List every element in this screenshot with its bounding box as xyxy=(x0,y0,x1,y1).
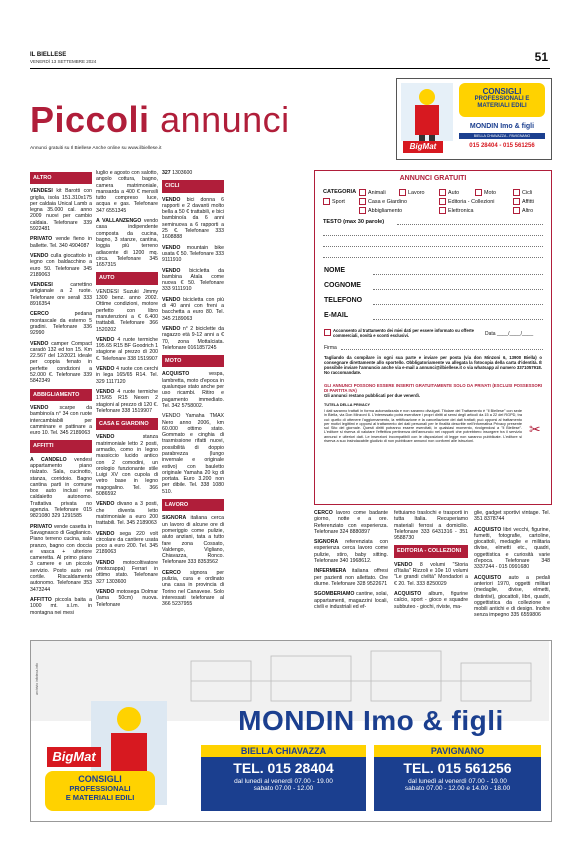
classified-ad: VENDO bicicletta con più di 40 anni con freni a bacchetta a euro 80. Tel. 345 2189063 xyxy=(162,296,224,322)
classified-columns xyxy=(30,170,288,616)
category-checkbox[interactable] xyxy=(359,189,366,196)
classified-ad: VENDO 4 ruote con cerchi in lega 165/65 R14. Tel. 329 1117120 xyxy=(96,366,158,385)
two-fridays-notice: Gli annunci restano pubblicati per due venerdì. xyxy=(324,393,420,398)
bigmat-logo: BigMat xyxy=(403,141,443,153)
category-checkbox[interactable] xyxy=(513,207,520,214)
classified-ad: ACQUISTO vespa, lambretta, moto d'epoca in qualunque stato anche per uso ricambi. Ritiro e pagamento immediato. Tel. 342 5758002. xyxy=(162,371,224,409)
classified-ad: VENDO bici donna 6 rapporti e 2 davanti molto bella a 50 € trattabili, e bici bambino/a da 6 anni seminuova a 6 rapporti a 25 €. Telefonare 333 1608888 xyxy=(162,196,224,241)
header-rule xyxy=(30,68,550,69)
classified-ad: SIGNORA referenziata con esperienza cerca lavoro come pulizie, stiro, baby sitting. Telefonare 340 1968612. xyxy=(314,539,388,565)
category-option[interactable] xyxy=(439,198,494,205)
classified-ad: INFERMIERA italiana offresi per pazienti non allettato. Ore diurne. Telefonare 328 9522671 xyxy=(314,568,388,587)
category-checkbox[interactable] xyxy=(399,189,406,196)
top-advertisement xyxy=(396,78,552,160)
classified-ad: AFFITTO piccola baita a 1000 mt. s.l.m. in montagna nei mesi xyxy=(30,596,92,616)
cities: BIELLA CHIAVAZZA - PAVIGNANO xyxy=(459,133,545,139)
category-option[interactable] xyxy=(513,207,533,214)
section-lavoro: LAVORO xyxy=(162,499,224,511)
classified-ad: CERCO lavoro come badante giorno, notte e a ore. Referenziato con esperienza. Telefonare 324 8880897 xyxy=(314,510,388,535)
consent-checkbox[interactable] xyxy=(324,329,331,336)
bottom-advertisement xyxy=(30,640,552,822)
category-option[interactable] xyxy=(475,189,496,196)
issue-date: VENERDÌ 13 SETTEMBRE 2024 xyxy=(30,59,97,64)
classified-ad: CERCO pedana montascale da esterno 5 gradini. Telefonare 336 92990 xyxy=(30,311,92,337)
surname-input[interactable] xyxy=(373,289,543,290)
classified-ad: VENDO n° 2 biciclette da ragazzo età 9-12 anni a € 70, zona Mottalciata. Telefonare 0161857245 xyxy=(162,325,224,351)
category-checkbox[interactable] xyxy=(439,207,446,214)
classified-ad: 327 1303600 xyxy=(162,170,193,176)
category-checkbox[interactable] xyxy=(323,198,330,205)
phone-input[interactable] xyxy=(373,304,543,305)
category-checkbox[interactable] xyxy=(513,189,520,196)
private-only-notice: GLI ANNUNCI POSSONO ESSERE INSERITI GRATUITAMENTE SOLO DA PRIVATI (ESCLUSI POSSESSORI DI PARTITA IVA) xyxy=(324,383,542,393)
mondin-title: MONDIN Imo & figli xyxy=(238,705,504,736)
section-casa: CASA E GIARDINO xyxy=(96,418,158,430)
signature-label: Firma xyxy=(324,345,337,351)
category-checkbox[interactable] xyxy=(513,198,520,205)
free-ads-form xyxy=(314,170,552,505)
text-label: TESTO (max 30 parole) xyxy=(323,219,385,225)
bigmat-logo-large: BigMat xyxy=(47,747,101,767)
classified-ad: ACQUISTO auto a pedali anteriori 1970, oggetti militari (medaglie, divise, elmetti, distintivi), giocattoli, libri, quadri, oggettistica da collezione e mobili antichi e di design. Inoltre senza impegno 335 6559806 xyxy=(474,574,550,619)
classified-ad: CERCO signora per pulizia, cura e ordinato una casa in provincia di Torino nel Canavese. Solo interessati telefonare al 366 5237955 xyxy=(162,569,224,608)
section-abbigliamento: ABBIGLIAMENTO xyxy=(30,389,92,401)
category-option[interactable] xyxy=(359,198,407,205)
category-label: Auto xyxy=(448,189,460,196)
category-checkbox[interactable] xyxy=(439,198,446,205)
privacy-title: TUTELA DELLA PRIVACY xyxy=(324,403,371,407)
classified-ad: A CANDELO vendesi appartamento piano rialzato. Sala, cucinotto, stanza, corridoio. Bagno cantina parti in comune box auto inclusi nel caldaietto autonomo. Trattativa privata no agenzia. Telefonare 015 9821080 329 1291585 xyxy=(30,456,92,520)
classified-ad: VENDO motocoltivatore (motozappa) Ferrari in ottimo stato. Telefonare 327 1303600 xyxy=(96,559,158,585)
builder-figure-image xyxy=(401,83,453,141)
name-label: NOME xyxy=(324,267,345,274)
category-label: Editoria - Collezioni xyxy=(448,198,495,205)
classified-ad: VENDESI kit Barotti con griglia, isola 151.310x175 per caldaia Unical Lamb a legna 35.000 cal. anno 2009 nuovi per cambio caldaia. Telefonare 339 5922481 xyxy=(30,188,92,233)
classified-ad: PRIVATO vende casetta in Savagnasco di Gaglianico. Piano terreno cucina, sala pranzo, bagno con doccia e vasca + ulteriore cameretta. Al primo piano 3 camere e un piccolo servizio. Posto auto nel cortile. Riscaldamento autonomo. Telefonare 353 3473244 xyxy=(30,523,92,593)
category-option[interactable] xyxy=(513,198,534,205)
scissors-icon: ✂ xyxy=(529,421,541,437)
category-label: Casa e Giardino xyxy=(368,198,407,205)
classified-ad: VENDO scarpe da bambino/a n° 34 con ruote intercambiabili per camminare e pattinare a euro 10. Tel. 345 2189063 xyxy=(30,404,92,437)
classified-ad: glie, gadget sportivi vintage. Tel. 351 8378744 xyxy=(474,510,550,523)
date-label: Data ____/____/____ xyxy=(485,331,534,337)
category-label: CATEGORIA xyxy=(323,189,357,195)
subline: Annunci gratuiti su Il Biellese Anche online su www.ilbiellese.it xyxy=(30,146,162,151)
category-checkbox[interactable] xyxy=(359,207,366,214)
name-input[interactable] xyxy=(373,274,543,275)
page-title: Piccoli annunci xyxy=(30,99,290,140)
lower-column-1 xyxy=(314,510,388,614)
column-1 xyxy=(30,170,92,620)
form-title: ANNUNCI GRATUITI xyxy=(399,175,467,182)
category-checkbox[interactable] xyxy=(439,189,446,196)
classified-ad: VENDO 4 ruote termiche 195.65 R15 BF Goodrich 1 stagione al prezzo di 200 €. Telefonare 338 1519907 xyxy=(96,336,158,362)
classified-ad: VENDESI Suzuki Jimmy 1300 benz. anno 2002. Ottime condizioni, motore perfetto con libro manutenzioni a € 6.400 trattabili. Telefonare 366 1520202 xyxy=(96,288,158,333)
category-option[interactable] xyxy=(359,189,386,196)
section-altro: ALTRO xyxy=(30,172,92,184)
surname-label: COGNOME xyxy=(324,282,361,289)
category-label: Elettronica xyxy=(448,207,474,214)
privacy-text: I dati saranno trattati in forma automatizzata e non saranno divulgati. Titolare del Trattamento è "Il Biellese" con sede in Biella, via Don Minzoni 6. L'interessato potrà esercitare i propri diritti ai sensi degli articoli da 15 a 22 del RGPD, tra cui: quello di ottenere l'aggiornamento, la rettificazione e la cancellazione dei dati trattati; può opporsi al trattamento per motivi legittimi e opporsi al trattamento dei dati personali per le finalità descritte nell'informativa Privacy presente sul Sito del giornale. Questi diritti potranno essere esercitati, in qualsiasi momento, rivolgendosi a "Il Biellese". L'editore si riserva di valutare l'effettiva pertinenza dell'annuncio nei rapporti che potrebbero insorgere tra il servizio annunci e ulteriori dati. Le inserzioni incompatibili con le disposizioni di legge non saranno pubblicate. L'editore si riserva a suo insindacabile giudizio di non pubblicare annunci non conformi alle istruzioni. xyxy=(324,409,522,444)
category-checkbox[interactable] xyxy=(359,198,366,205)
section-cicli: CICLI xyxy=(162,180,224,192)
category-option[interactable] xyxy=(323,198,345,205)
category-label: Lavoro xyxy=(408,189,425,196)
category-option[interactable] xyxy=(359,207,402,214)
category-option[interactable] xyxy=(513,189,532,196)
classified-ad: VENDO mountain bike usata € 50. Telefonare 333 9111910 xyxy=(162,244,224,264)
store-pavignano: PAVIGNANO TEL. 015 561256 dal lunedì al venerdì 07.00 - 19.00 sabato 07.00 - 12.00 e 14.00 - 18.00 xyxy=(374,745,541,811)
classified-ad: fettuiamo traslochi e trasporti in tutta Italia. Recuperiamo materiali ferrosi a domicilio. Telefonare 333 6431316 - 351 9588730 xyxy=(394,510,468,542)
consent-text: Acconsento al trattamento dei miei dati per essere informato su offerte commerciali, novità e sconti esclusivi. xyxy=(333,328,475,338)
category-checkbox[interactable] xyxy=(475,189,482,196)
classified-ad: VENDO stanza matrimoniale letto 2 posti, armadio, como in legno massiccio lucido antico con 2 comodini, un orologio funzionante stile Luigi XV con cupola di vetro base in legno magogalino. Tel. 366 5086592 xyxy=(96,434,158,498)
category-label: Moto xyxy=(484,189,496,196)
classified-ad: luglio e agosto con salotto, angolo cottura, bagno, camera matrimoniale, mansarda a 400 € mensili tutto compreso luce, acqua e gas. Telefonare 347 6551345 xyxy=(96,170,158,214)
classified-ad: VENDO camper Compact caradò 132 ed ton 15. Km 22.567 del 12/2021 ideale per coppia fenato in perfette condizioni a 52.000 €. Telefonare 339 5842349 xyxy=(30,340,92,385)
category-option[interactable] xyxy=(439,189,459,196)
lower-column-3 xyxy=(474,510,550,623)
category-label: Cicli xyxy=(522,189,533,196)
classified-ad: PRIVATO vende fieno in ballette. Tel. 340 4904087 xyxy=(30,236,92,249)
category-option[interactable] xyxy=(399,189,424,196)
category-label: Animali xyxy=(368,189,386,196)
page-number: 51 xyxy=(534,50,548,64)
lower-column-2 xyxy=(394,510,468,614)
consigli-box: CONSIGLI PROFESSIONALI E MATERIALI EDILI xyxy=(459,83,545,117)
category-option[interactable] xyxy=(439,207,473,214)
instructions: Tagliando da compilare in ogni sua parte e inviare per posta (via don Minzoni 6, 13900 Biella) o consegnare direttamente allo sportello. Obbligatoriamente va allegata la fotocopia della carta d'identità. È possibile inviare l'annuncio anche via e-mail a annunci@ilbiellese.it o via whatsapp al numero 3371057918. No raccomandate. xyxy=(324,355,542,375)
section-editoria: EDITORIA - COLLEZIONI xyxy=(394,545,468,557)
signature-field[interactable] xyxy=(341,349,543,350)
section-auto: AUTO xyxy=(96,272,158,284)
lower-columns xyxy=(314,510,550,630)
phones: 015 28404 - 015 561256 xyxy=(469,143,535,149)
classified-ad: VENDO bicicletta da bambina Atala come nuova € 50. Telefonare 333 9111910 xyxy=(162,267,224,293)
classified-ad: VENDO 8 volumi "Storia d'Italia" Rizzoli e 10e 10 volumi "Le grandi civiltà" Mondadori a € 20. Tel. 333 8250029 xyxy=(394,561,468,587)
classified-ad: SIGNORA italiana cerca un lavoro di alcune ore di pomeriggio come pulizie, aiuto anziani, tata a tutto fare zona Cossato, Valdengo, Vigliano, Chiavazza, Ronco. Telefonare 333 8353562 xyxy=(162,515,224,566)
consigli-box-large: CONSIGLI PROFESSIONALI E MATERIALI EDILI xyxy=(45,771,155,811)
classified-ad: VENDO culla giocattolo in legno con baldacchino a euro 50. Telefonare 345 2189063 xyxy=(30,252,92,278)
section-affitti: AFFITTI xyxy=(30,440,92,452)
classified-ad: VENDO divano a 3 posti, che diventa letto matrimoniale a euro 200 trattabili. Tel. 345 2189063 xyxy=(96,501,158,527)
classified-ad: VENDO Yamaha TMAX Nero anno 2006, km 60.000 ottimo stato. Gommato e cinghia di trasmissione rifatti nuovi, possibilità di doppio parabrezza (lungo invernale e originale estivo) con bauletto originale Yamaha 20 kg di portata. Euro 3.200 non per dibile. Tel. 338 1080 510. xyxy=(162,413,224,495)
category-label: Abbigliamento xyxy=(368,207,403,214)
mondin-name: MONDIN Imo & figli xyxy=(469,123,535,130)
classified-ad: VENDO motosega Dolmar (lama 50cm) nuova. Telefonare xyxy=(96,588,158,608)
classified-ad: ACQUISTO libri vecchi, figurine, fumetti, fotografie, cartoline, giocattoli, medaglie e militaria divise, elmetti etc., quadri, oggettistica e curiosità varie d'epoca. Telefonare 348 3337244 - 015 0991680 xyxy=(474,526,550,571)
classified-ad: ACQUISTO album, figurine calcio, sport - gioco e squadre subbuteo - giochi, riviste, ma- xyxy=(394,590,468,610)
classified-ad: VENDO sega 220 volt circolare da cantiere usata poco a euro 200. Tel. 345 2189063 xyxy=(96,530,158,556)
column-2 xyxy=(96,170,158,612)
section-moto: MOTO xyxy=(162,355,224,367)
classified-ad: VENDESI carrettino artigianale a 2 ruote. Telefonare ore serali 333 8916354 xyxy=(30,282,92,308)
phone-label: TELEFONO xyxy=(324,297,363,304)
publication-name: IL BIELLESE xyxy=(30,52,67,58)
classified-ad: SGOMBERIAMO cantine, solai, appartamenti, magazzini locali, civili e industriali ed ef- xyxy=(314,591,388,610)
archive-credit: archivio infoteca.info xyxy=(35,663,39,695)
category-label: Sport xyxy=(332,198,345,205)
store-biella: BIELLA CHIAVAZZA TEL. 015 28404 dal lunedì al venerdì 07.00 - 19.00 sabato 07.00 - 12.00 xyxy=(201,745,366,811)
column-3 xyxy=(162,170,224,612)
email-label: E-MAIL xyxy=(324,312,349,319)
category-label: Altro xyxy=(522,207,534,214)
email-input[interactable] xyxy=(373,319,543,320)
classified-ad: VENDO 4 ruote termiche 175/65 R15 Nexen 2 stagioni al prezzo di 120 €. Telefonare 338 1519907 xyxy=(96,388,158,414)
category-label: Affitti xyxy=(522,198,534,205)
classified-ad: A VALLANZENGO vendo casa indipendente composta da cucina, bagno, 3 stanze, cantina, loggia più terreno adiacente di 1200 mq. circa. Telefonare 345 1657315 xyxy=(96,218,159,269)
